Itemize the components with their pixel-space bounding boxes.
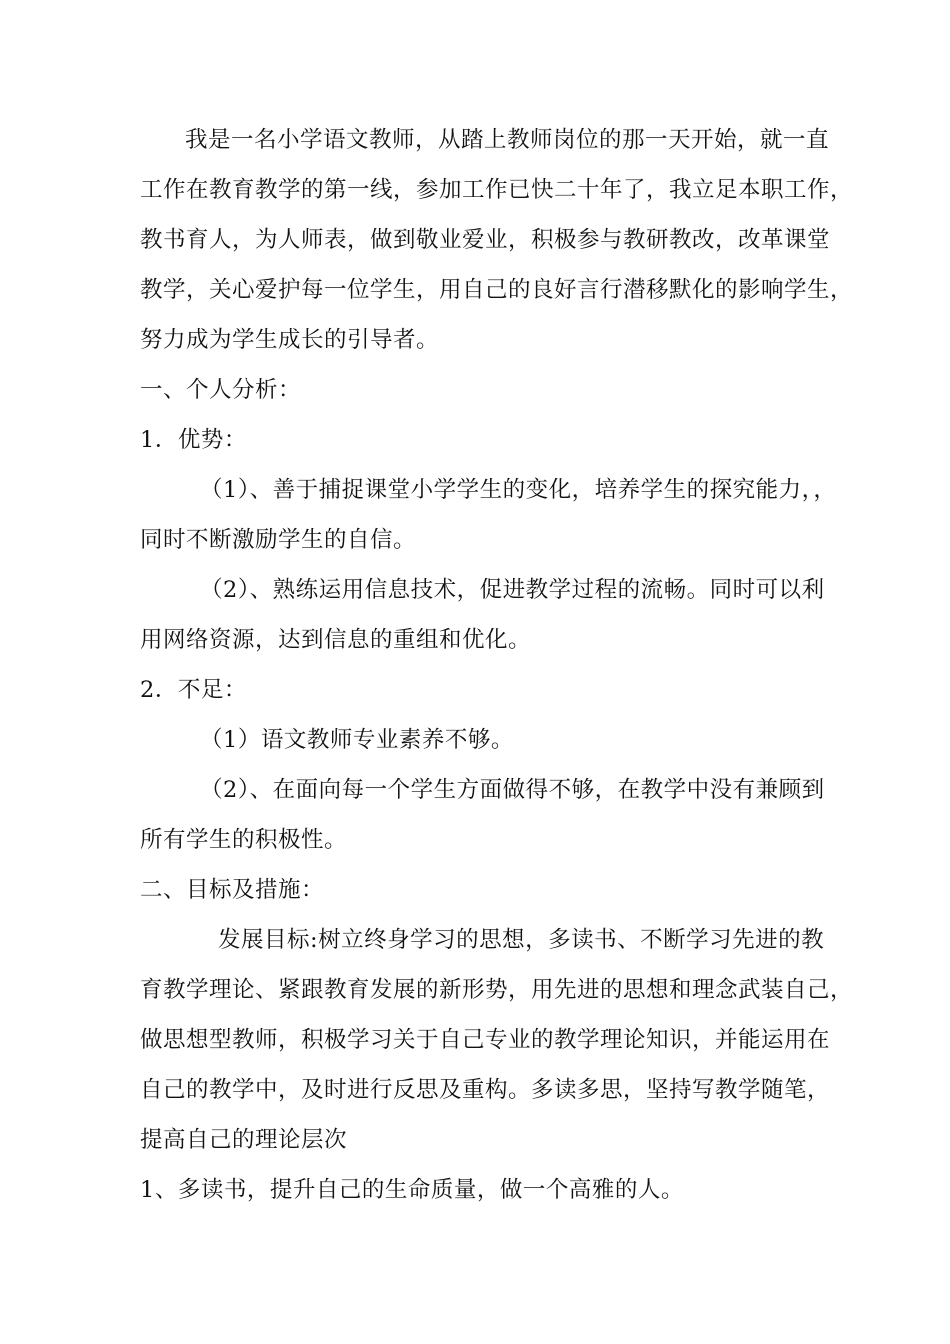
goal-line-2: 育教学理论、紧跟教育发展的新形势，用先进的思想和理念武装自己， xyxy=(140,977,854,1003)
weakness-item-1: （1）语文教师专业素养不够。 xyxy=(200,727,514,753)
strength-item-2-line-2: 用网络资源，达到信息的重组和优化。 xyxy=(140,627,532,653)
goal-line-5: 提高自己的理论层次 xyxy=(140,1127,348,1153)
intro-line-5: 努力成为学生成长的引导者。 xyxy=(140,327,440,353)
strength-item-1-line-2: 同时不断激励学生的自信。 xyxy=(140,527,417,553)
subheading-weaknesses: 2．不足： xyxy=(140,677,247,703)
goal-line-4: 自己的教学中，及时进行反思及重构。多读多思，坚持写教学随笔， xyxy=(140,1077,831,1103)
goal-line-1: 发展目标:树立终身学习的思想，多读书、不断学习先进的教 xyxy=(218,927,825,953)
intro-line-1: 我是一名小学语文教师，从踏上教师岗位的那一天开始，就一直 xyxy=(185,127,830,153)
intro-line-4: 教学，关心爱护每一位学生，用自己的良好言行潜移默化的影响学生， xyxy=(140,277,854,303)
section-heading-2: 二、目标及措施： xyxy=(140,877,325,903)
measure-item-1: 1、多读书，提升自己的生命质量，做一个高雅的人。 xyxy=(140,1177,684,1203)
intro-line-2: 工作在教育教学的第一线，参加工作已快二十年了，我立足本职工作， xyxy=(140,177,854,203)
strength-item-1-line-1: （1）、善于捕捉课堂小学学生的变化，培养学生的探究能力，， xyxy=(200,477,837,503)
intro-line-3: 教书育人，为人师表，做到敬业爱业，积极参与教研教改，改革课堂 xyxy=(140,227,831,253)
section-heading-1: 一、个人分析： xyxy=(140,377,302,403)
subheading-strengths: 1．优势： xyxy=(140,427,247,453)
weakness-item-2-line-1: （2）、在面向每一个学生方面做得不够，在教学中没有兼顾到 xyxy=(200,777,825,803)
goal-line-3: 做思想型教师，积极学习关于自己专业的教学理论知识，并能运用在 xyxy=(140,1027,831,1053)
weakness-item-2-line-2: 所有学生的积极性。 xyxy=(140,827,348,853)
strength-item-2-line-1: （2）、熟练运用信息技术，促进教学过程的流畅。同时可以利 xyxy=(200,577,825,603)
